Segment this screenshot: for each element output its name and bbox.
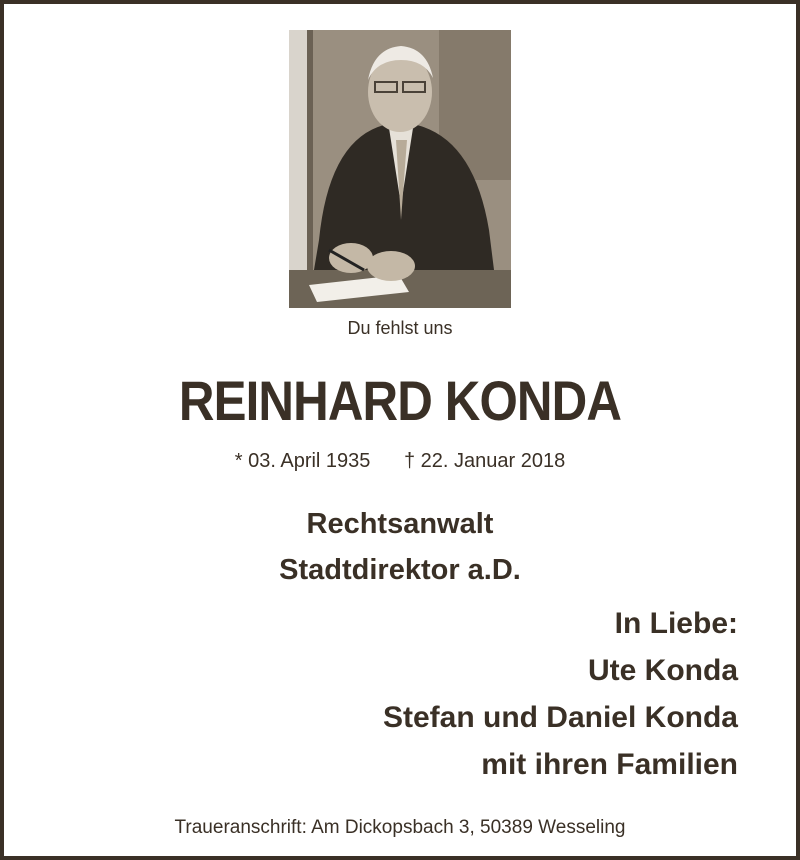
birth-date: * 03. April 1935 bbox=[234, 450, 371, 472]
deceased-name: REINHARD KONDA bbox=[178, 369, 622, 432]
portrait-photo bbox=[289, 30, 511, 308]
mourner-line: Ute Konda bbox=[588, 654, 738, 687]
mourners-block bbox=[383, 600, 738, 788]
tagline: Du fehlst uns bbox=[347, 318, 453, 338]
death-date: † 22. Januar 2018 bbox=[403, 450, 566, 472]
mourning-address: Traueranschrift: Am Dickopsbach 3, 50389 Wesseling bbox=[174, 817, 626, 838]
life-dates bbox=[0, 450, 800, 473]
professional-titles bbox=[0, 501, 800, 593]
title-line: Stadtdirektor a.D. bbox=[279, 554, 521, 586]
mourner-line: Stefan und Daniel Konda bbox=[382, 701, 738, 734]
mourners-heading: In Liebe: bbox=[614, 607, 738, 640]
title-line: Rechtsanwalt bbox=[306, 508, 494, 540]
mourner-line: mit ihren Familien bbox=[481, 748, 738, 781]
